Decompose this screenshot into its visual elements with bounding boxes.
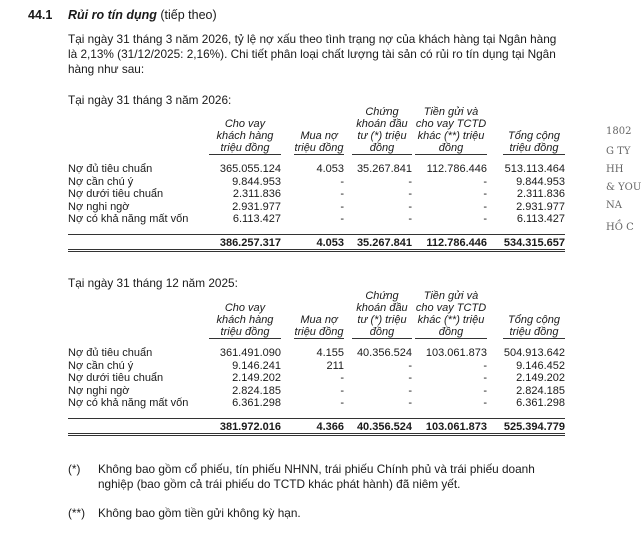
col-header-debt-purchase: Mua nợ triệu đồng xyxy=(294,130,344,154)
total-row: 381.972.016 4.366 40.356.524 103.061.873 525.394.779 xyxy=(68,418,565,435)
table-row: Nợ cần chú ý 9.146.241 211 - - 9.146.452 xyxy=(68,359,565,372)
section-title-text: Rủi ro tín dụng xyxy=(68,8,157,22)
footnote-text: Không bao gồm cổ phiếu, tín phiếu NHNN, trái phiếu Chính phủ và trái phiếu doanh nghiệp (bao gồm cả trái phiếu do TCTD khác phát hành) đã niêm yết. xyxy=(98,462,535,491)
table-row: Nợ có khả năng mất vốn 6.113.427 - - - 6.113.427 xyxy=(68,213,565,225)
stamp-line: & YOU xyxy=(606,182,641,193)
stamp-line: HỒ C xyxy=(606,222,634,233)
col-header-interbank: Tiền gửi và cho vay TCTD khác (**) triệu đồng xyxy=(415,290,487,338)
table-row: Nợ đủ tiêu chuẩn 361.491.090 4.155 40.356.524 103.061.873 504.913.642 xyxy=(68,347,565,359)
col-header-debt-purchase: Mua nợ triệu đồng xyxy=(294,314,344,338)
intro-paragraph: Tại ngày 31 tháng 3 năm 2026, tỷ lệ nợ xấu theo tình trạng nợ của khách hàng tại Ngân hàng là 2,13% (31/12/2025: 2,16%). Chi tiết phân loại chất lượng tài sản có rủi ro tín dụng tại Ngân hàng như sau: xyxy=(68,32,557,76)
footnote xyxy=(68,506,568,521)
footnote-text: Không bao gồm tiền gửi không kỳ hạn. xyxy=(98,506,301,520)
col-header-interbank: Tiền gửi và cho vay TCTD khác (**) triệu đồng xyxy=(415,106,487,154)
col-header-loans: Cho vay khách hàng triệu đồng xyxy=(198,106,281,155)
stamp-line: G TY xyxy=(606,146,631,157)
stamp-line: HH xyxy=(606,164,624,175)
total-row: 386.257.317 4.053 35.267.841 112.786.446 534.315.657 xyxy=(68,234,565,251)
section-heading xyxy=(28,8,217,22)
table-2-title: Tại ngày 31 tháng 12 năm 2025: xyxy=(68,276,238,290)
table-row: Nợ cần chú ý 9.844.953 - - - 9.844.953 xyxy=(68,175,565,188)
stamp-line: 1802 xyxy=(606,126,632,137)
col-header-securities: Chứng khoán đầu tư (*) triệu đồng xyxy=(344,290,412,339)
table-1-title: Tại ngày 31 tháng 3 năm 2026: xyxy=(68,93,232,107)
table-row: Nợ có khả năng mất vốn 6.361.298 - - - 6.361.298 xyxy=(68,397,565,409)
table-row: Nợ nghi ngờ 2.824.185 - - - 2.824.185 xyxy=(68,384,565,397)
col-header-loans: Cho vay khách hàng triệu đồng xyxy=(198,290,281,339)
stamp-fragment xyxy=(600,120,641,240)
section-subtitle: (tiếp theo) xyxy=(160,8,217,22)
table-row: Nợ dưới tiêu chuẩn 2.311.836 - - - 2.311.836 xyxy=(68,188,565,200)
section-title xyxy=(68,8,217,22)
table-row: Nợ nghi ngờ 2.931.977 - - - 2.931.977 xyxy=(68,200,565,213)
footnote-mark: (**) xyxy=(68,506,86,520)
footnote xyxy=(68,462,568,492)
stamp-line: NA xyxy=(606,200,622,211)
col-header-total: Tổng cộng triệu đồng xyxy=(487,106,565,155)
footnote-mark: (*) xyxy=(68,462,81,476)
table-row: Nợ dưới tiêu chuẩn 2.149.202 - - - 2.149.202 xyxy=(68,372,565,384)
table-row: Nợ đủ tiêu chuẩn 365.055.124 4.053 35.267.841 112.786.446 513.113.464 xyxy=(68,163,565,175)
col-header-total: Tổng cộng triệu đồng xyxy=(487,290,565,339)
asset-quality-table-2025 xyxy=(68,290,565,436)
footnotes xyxy=(68,462,568,521)
section-number: 44.1 xyxy=(28,8,53,22)
col-header-securities: Chứng khoán đầu tư (*) triệu đồng xyxy=(344,106,412,155)
asset-quality-table-2026 xyxy=(68,106,565,252)
